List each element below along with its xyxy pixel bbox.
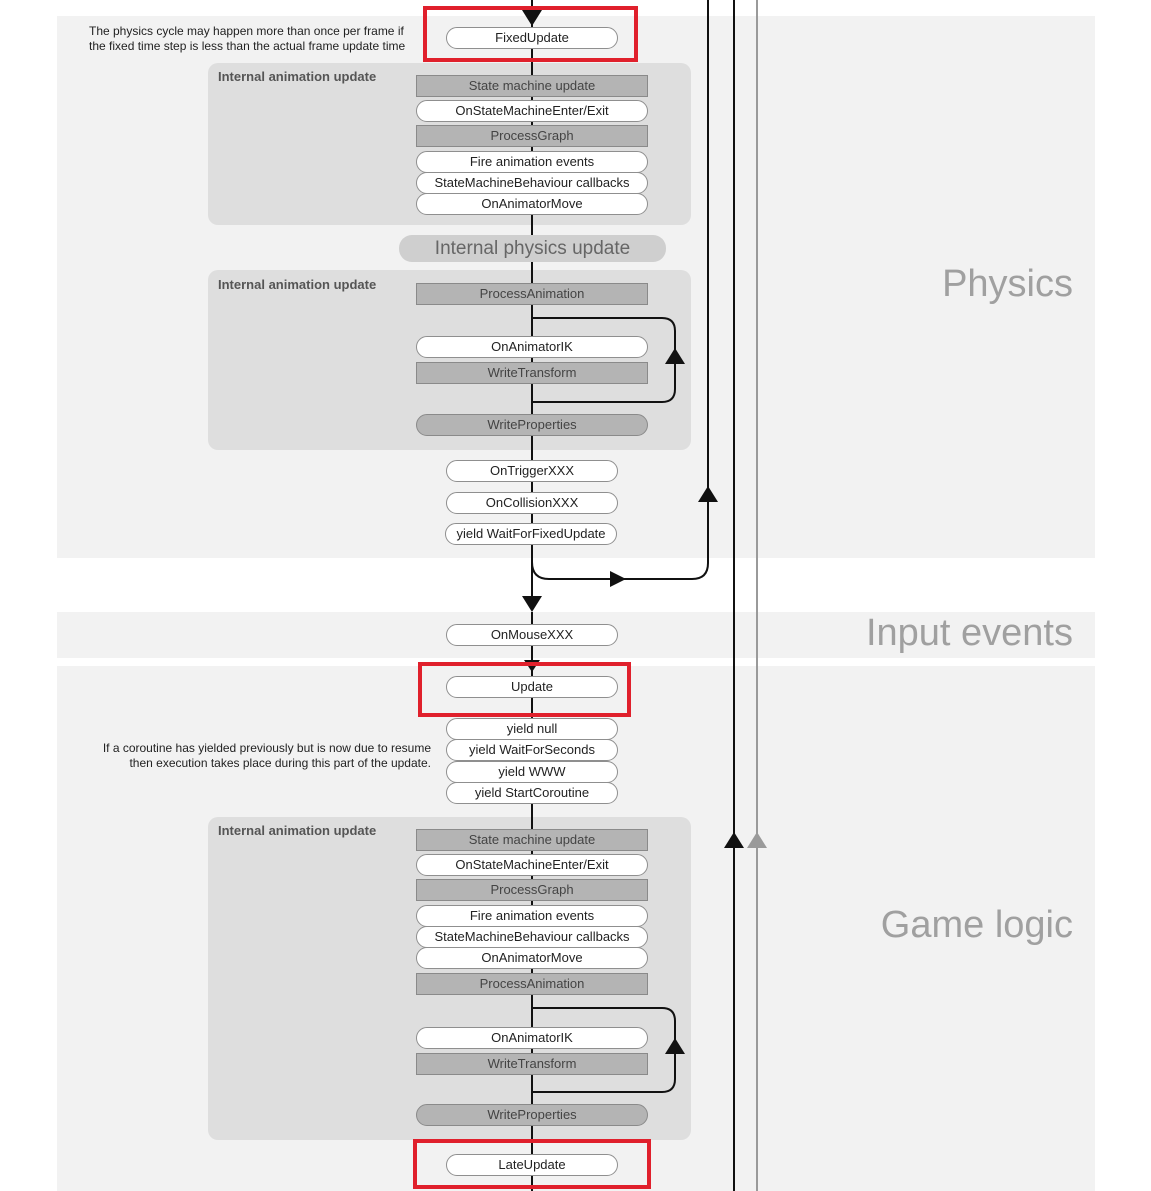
yield-null-node: yield null [446, 718, 618, 740]
arrow-right-icon [610, 571, 626, 587]
write-properties-node: WriteProperties [416, 1104, 648, 1126]
process-graph-node: ProcessGraph [416, 879, 648, 901]
on-trigger-node: OnTriggerXXX [446, 460, 618, 482]
on-collision-node: OnCollisionXXX [446, 492, 618, 514]
late-update-highlight [413, 1139, 651, 1189]
write-transform-node: WriteTransform [416, 1053, 648, 1075]
late-update-node: LateUpdate [446, 1154, 618, 1176]
on-animator-move-node: OnAnimatorMove [416, 947, 648, 969]
group-label: Internal animation update [218, 277, 377, 292]
fire-animation-events-node: Fire animation events [416, 905, 648, 927]
update-node: Update [446, 676, 618, 698]
arrow-up-icon [698, 486, 718, 502]
on-state-machine-enter-exit-node: OnStateMachineEnter/Exit [416, 100, 648, 122]
fixed-update-highlight [423, 6, 638, 62]
yield-wait-for-fixed-update-node: yield WaitForFixedUpdate [445, 523, 617, 545]
state-machine-update-node: State machine update [416, 829, 648, 851]
input-events-section-title: Input events [865, 612, 1073, 654]
process-graph-node: ProcessGraph [416, 125, 648, 147]
on-animator-ik-node: OnAnimatorIK [416, 336, 648, 358]
on-animator-move-node: OnAnimatorMove [416, 193, 648, 215]
process-animation-node: ProcessAnimation [416, 973, 648, 995]
update-highlight [418, 662, 631, 717]
internal-physics-update-node: Internal physics update [399, 235, 666, 262]
on-mouse-node: OnMouseXXX [446, 624, 618, 646]
process-animation-node: ProcessAnimation [416, 283, 648, 305]
arrow-up-icon [665, 348, 685, 364]
group-label: Internal animation update [218, 823, 377, 838]
group-label: Internal animation update [218, 69, 377, 84]
physics-cycle-note: The physics cycle may happen more than once per frame if the fixed time step is less than the actual frame update time [89, 24, 406, 53]
write-properties-node: WriteProperties [416, 414, 648, 436]
coroutine-note: If a coroutine has yielded previously but is now due to resume then execution takes place during this part of the update. [102, 741, 431, 770]
arrow-up-icon [747, 832, 767, 848]
state-machine-update-node: State machine update [416, 75, 648, 97]
yield-www-node: yield WWW [446, 761, 618, 783]
game-logic-section-title: Game logic [880, 904, 1073, 946]
state-machine-behaviour-callbacks-node: StateMachineBehaviour callbacks [416, 172, 648, 194]
on-animator-ik-node: OnAnimatorIK [416, 1027, 648, 1049]
yield-start-coroutine-node: yield StartCoroutine [446, 782, 618, 804]
state-machine-behaviour-callbacks-node: StateMachineBehaviour callbacks [416, 926, 648, 948]
arrow-down-icon [522, 596, 542, 612]
fire-animation-events-node: Fire animation events [416, 151, 648, 173]
on-state-machine-enter-exit-node: OnStateMachineEnter/Exit [416, 854, 648, 876]
physics-section-title: Physics [942, 263, 1073, 305]
fixed-update-node: FixedUpdate [446, 27, 618, 49]
arrow-up-icon [665, 1038, 685, 1054]
write-transform-node: WriteTransform [416, 362, 648, 384]
yield-wait-for-seconds-node: yield WaitForSeconds [446, 739, 618, 761]
arrow-up-icon [724, 832, 744, 848]
